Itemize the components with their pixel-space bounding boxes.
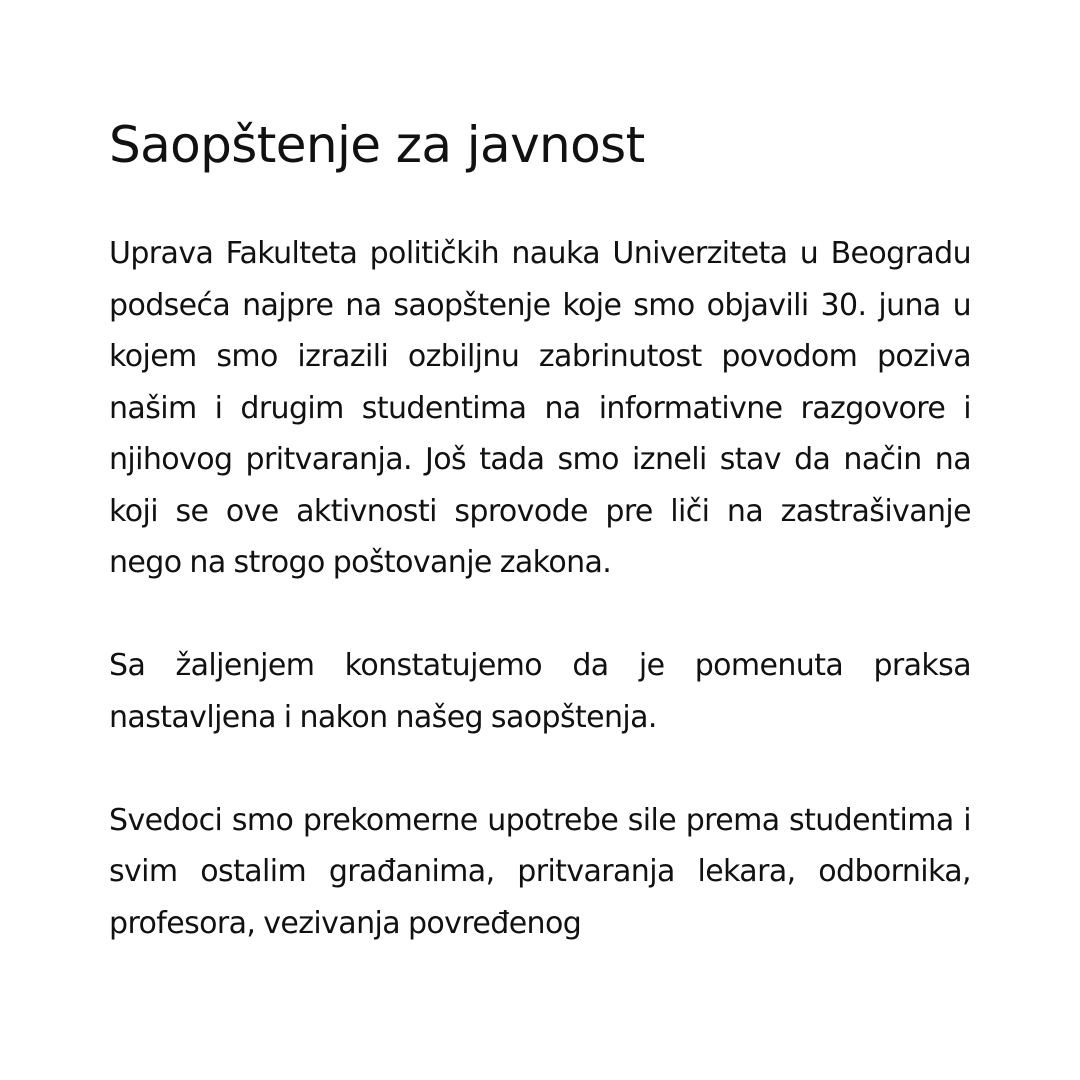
statement-page [109,112,971,949]
page-title: Saopštenje za javnost [109,116,645,174]
paragraph-1: Uprava Fakulteta političkih nauka Univerziteta u Beogradu podseća najpre na saopštenje koje smo objavili 30. juna u kojem smo izrazili ozbiljnu zabrinutost povodom poziva našim i drugim studentima na informativne razgovore i njihovog pritvaranja. Još tada smo izneli stav da način na koji se ove aktivnosti sprovode pre liči na zastrašivanje nego na strogo poštovanje zakona. [109,236,971,580]
paragraph-2: Sa žaljenjem konstatujemo da je pomenuta praksa nastavljena i nakon našeg saopštenja. [109,648,971,735]
paragraph-3: Svedoci smo prekomerne upotrebe sile prema studentima i svim ostalim građanima, pritvaranja lekara, odbornika, profesora, vezivanja povređenog [109,802,971,941]
statement-body [109,228,971,949]
